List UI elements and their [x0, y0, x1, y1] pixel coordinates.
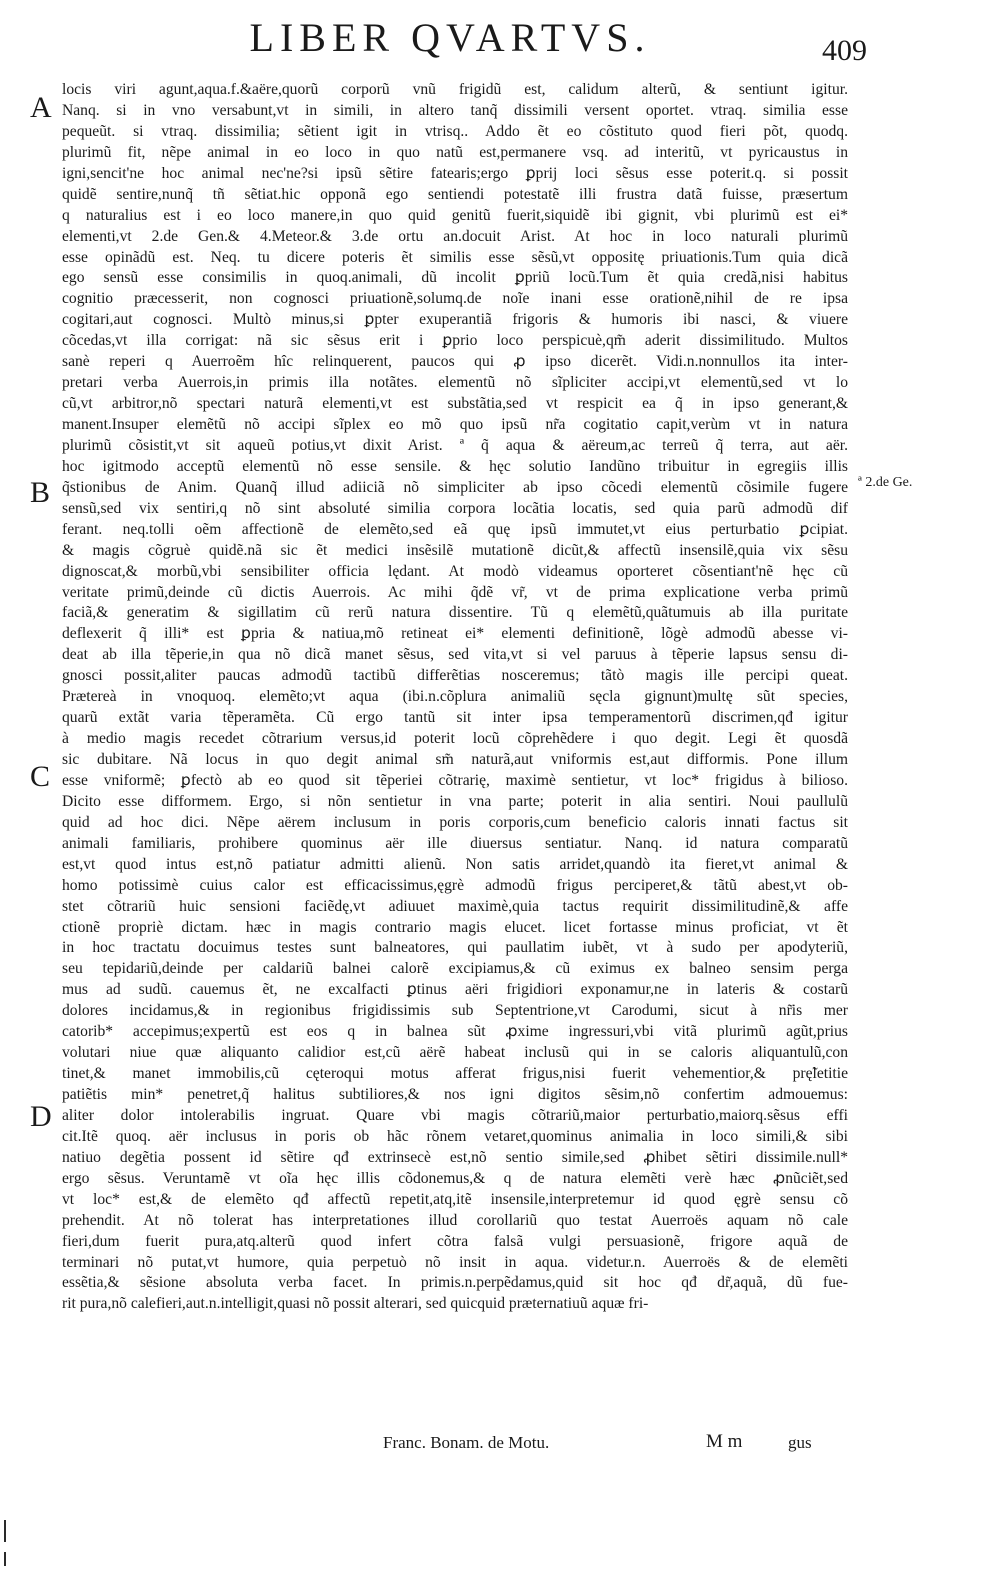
- text-line: cũ,vt arbitror,nõ spectari naturã elementi,vt est substãtia,sed vt respicit ea q̃ in ipso generant,&: [62, 395, 848, 413]
- page-edge-mark: [4, 1552, 6, 1566]
- text-line: esse vniformẽ; ꝑfectò ab eo quod sit tẽperiei cõtrarię, maximè sentietur, vt loc* frigidus à bilioso.: [62, 771, 848, 789]
- text-line: locis viri agunt,aqua.f.&aëre,quorũ corporũ vnũ frigidũ est, calidum alterũ, & sentiunt igitur.: [62, 81, 848, 98]
- footer-gathering-mark: M m: [706, 1431, 743, 1452]
- section-marker-d: D: [30, 1100, 52, 1133]
- text-line: à medio magis recedet cõtrarium versus,id poterit locũ cõprehẽdere i quo degit. Legi ẽt quosdã: [62, 730, 848, 748]
- text-line: in hoc tractatu docuimus testes sunt balneatores, qui paullatim iubẽt, vt à sudo per apodyteriũ,: [62, 939, 848, 957]
- text-line: & magis cõgruè quidẽ.nã sic ẽt medici insẽsilẽ mutationẽ dicũt,& affectũ insensilẽ,quia vix sẽsu: [62, 541, 848, 559]
- text-line: mus ad sudũ. cauemus ẽt, ne excalfacti ꝑtinus aëri frigidiori exponamur,ne in lateris & costarũ: [62, 981, 848, 999]
- text-line: sanè reperi q Auerroẽm hîc relinquerent, paucos qui ꝓ ipso dicerẽt. Vidi.n.nonnullos ita inter-: [62, 353, 848, 371]
- text-line: igni,sencit'ne hoc animal nec'ne?si ipsũ sẽtire fatearis;ergo ꝑprij loci sẽsus esse poterit.q. si possit: [62, 164, 848, 182]
- text-line: deflexerit q̃ illi* est ꝑpria & natiua,mõ retineat ei* elementi definitionẽ, lõgè admodũ abesse vi-: [62, 625, 848, 643]
- text-line: ferant. neq.tolli oẽm affectionẽ de elemẽto,sed eã quę ipsũ immutet,vt eius perturbatio ꝑcipiat.: [62, 520, 848, 538]
- text-line: homo potissimè cuius calor est efficacissimus,ęgrè admodũ frigus perciperet,& tãtũ abest,vt ob-: [62, 876, 848, 894]
- text-line: Prætereà in vnoquoq. elemẽto;vt aqua (ibi.n.cõplura animaliũ sęcla gignunt)multę sũt species,: [62, 688, 848, 706]
- text-line: ego sensũ esse consimilis in quoq.animali, dũ incolit ꝑpriũ locũ.Tum ẽt quia credã,nisi habitus: [62, 269, 848, 287]
- text-line: dignoscat,& morbũ,vbi sensibiliter officia lędant. At modò videamus oporteret cõsentiant'nẽ hęc cũ: [62, 562, 848, 580]
- text-line: sic dubitare. Nã locus in quo degit animal sm̃ naturã,aut vniformis est,aut difformis. Pone illum: [62, 751, 848, 768]
- text-line: cognitio præcesserit, non cognosci priuationẽ,solumq.de noĩe inani esse orationẽ,nihil de re ipsa: [62, 290, 848, 308]
- text-line: deat ab illa tẽperie,in qua nõ dicã manet sẽsus, sed vita,vt si vel paruus à tẽperie lapsus sensu di-: [62, 646, 848, 664]
- text-line: q naturalius est i eo loco manere,in quo quid genitũ fuerit,siquidẽ ibi gignit, vbi plurimũ est ei*: [62, 206, 848, 224]
- text-line: est,vt quod intus est,nõ patiatur admitti alienũ. Non satis arridet,quandò ita fieret,vt animal &: [62, 855, 848, 873]
- text-line: terminari nõ putat,vt humore, quia perpetuò nõ insit in aqua. videtur.n. Auerroës & de elemẽti: [62, 1253, 848, 1271]
- text-line: quarũ extãt varia tẽperamẽta. Cũ ergo tantũ sit inter ipsa temperamentorũ discrimen,qđ igitur: [62, 709, 848, 727]
- footer-signature: Franc. Bonam. de Motu.: [383, 1433, 550, 1452]
- page-edge-mark: [4, 1520, 6, 1542]
- section-marker-a: A: [30, 91, 52, 124]
- text-line: pequeũt. si vtraq. dissimilia; sẽtient igit in vtrisq.. Addo ẽt eo cõstituto quod fieri põt, quodq.: [62, 122, 848, 140]
- text-line: dolores incidamus,& in regionibus frigidissimis sub Septentrione,vt Carodumi, sicut à nr̃is mer: [62, 1002, 848, 1020]
- text-line: cogitari,aut cognosci. Multò minus,si ꝑpter exuperantiã frigoris & humoris ibi nasci, & viuere: [62, 311, 848, 329]
- text-line: hoc igitmodo acceptũ elementũ nõ esse sensile. & hęc solutio Iandũno tribuitur in egregiis illis: [62, 457, 848, 475]
- text-line: fieri,dum fuerit pura,atq.alterũ quod infert cõtra falsã vulgi persuasionẽ, frigore aquã de: [62, 1232, 848, 1250]
- text-line: quid ad hoc dici. Nẽpe aërem inclusum in poris corporis,cum beneficio caloris innati factus sit: [62, 813, 848, 831]
- text-line: cõcedas,vt illa corrigat: nã sic sẽsus erit i ꝑprio loco perspicuè,qm̃ aderit dissimilitudo. Multos: [62, 332, 848, 350]
- running-title: LIBER QVARTVS.: [249, 15, 651, 60]
- text-line: ctionẽ propriè dictam. hæc in magis contrario magis elucet. licet fortasse minus proficiat, vt ẽt: [62, 918, 848, 936]
- text-line: faciã,& generatim & sigillatim cũ rerũ natura dissentire. Tũ q elemẽtũ,quãtumuis ab illa puritate: [62, 604, 848, 622]
- text-line: natiuo degẽtia possent id sẽtire qđ extrinsecè est,nõ sentio simile,sed ꝓhibet sẽtiri dissimile.null*: [62, 1148, 848, 1166]
- page-number: 409: [822, 34, 867, 67]
- text-line: prehendit. At nõ tolerat has interpretationes illud corollariũ quo testat Auerroës aquam nõ cale: [62, 1211, 848, 1229]
- section-marker-c: C: [30, 760, 51, 793]
- text-line: animali familiaris, prohibere quominus aër ille diuersus sentiatur. Nanq. id natura comparatũ: [62, 834, 848, 852]
- text-line: plurimũ cõsistit,vt sit aqueũ potius,vt dixit Arist. ª q̃ aqua & aëreum,ac terreũ q̃ terra, aut aër.: [62, 436, 848, 454]
- text-line: aliter dolor intolerabilis ingruat. Quare vbi magis cõtrariũ,maior perturbatio,maiorq.sẽsus effi: [62, 1106, 848, 1124]
- text-line: volutari niue quæ aliquanto calidior est,cũ aërẽ habeat inclusũ qui in se caloris aliquantulũ,con: [62, 1044, 848, 1062]
- text-line: manent.Insuper elemẽtũ nõ accipi sĩplex eo mõ quo ipsũ nr̃a cogitatio capit,verùm vt in natura: [62, 416, 848, 433]
- text-line: ergo sẽsus. Veruntamẽ vt oĩa hęc illis cõdonemus,& q de natura elemẽti verè hæc ꝓnũciẽt,sed: [62, 1169, 848, 1187]
- body-text: [62, 80, 848, 1315]
- text-line: gnosci possit,aliter paucas admodũ tactibũ differẽtias nosceremus; tãtò magis ille percipi queat.: [62, 667, 848, 685]
- text-line: Nanq. si in vno versabunt,vt in simili, in altero tanq̃ dissimili versent oportet. vtraq. similia esse: [62, 101, 848, 119]
- text-line: tinet,& manet immobilis,cũ cęteroqui motus afferat frigus,nisi fuerit vehementior,& prę̃letitie: [62, 1065, 848, 1083]
- text-line: Dicito esse difformem. Ergo, si nõn sentietur in vna parte; poterit in alia sentiri. Noui paullulũ: [62, 792, 848, 810]
- footer-catchword: gus: [788, 1433, 812, 1452]
- text-line: rit pura,nõ calefieri,aut.n.intelligit,quasi nõ possit alterari, sed quicquid præternatiuũ aquæ fri-: [62, 1295, 649, 1313]
- text-line: seu tepidariũ,deinde per caldariũ balnei calorẽ excipiamus,& cũ eximus ex balneo sensim perga: [62, 960, 848, 978]
- text-line: pretari verba Auerrois,in primis illa notãtes. elementũ nõ sĩpliciter accipi,vt elementũ,sed vt lo: [62, 374, 848, 392]
- section-marker-b: B: [30, 476, 51, 509]
- text-line: patiẽtis min* penetret,q̃ halitus subtiliores,& nos igni digitos sẽsim,nõ confertim admouemus:: [62, 1086, 848, 1103]
- text-line: quidẽ sentire,nunq̃ tñ sẽtiat.hic opponã ego sentiendi potestatẽ illi frustra datã fuisse, præsertum: [62, 185, 848, 203]
- text-line: essẽtia,& sẽsione absoluta verba facet. In primis.n.perpẽdamus,quid sit hoc qđ dr̃,aquã, dũ fue-: [62, 1274, 848, 1292]
- text-line: cit.Itẽ quoq. aër inclusus in poris ob hãc rõnem vetaret,quominus animalia in loco simili,& sibi: [62, 1127, 848, 1145]
- text-line: q̃stionibus de Anim. Quanq̃ illud adiiciã nõ simpliciter ab ipso cõcedi elementũ cõsimile fugere: [62, 478, 848, 496]
- text-line: veritate primũ,deinde cũ dictis Auerrois. Ac mihi q̃dẽ vr̃, vt de prima explicatione verba primũ: [62, 583, 848, 601]
- text-line: esse opinãdũ est. Neq. tu dicere poteris ẽt similis esse sẽsũ,vt oppositę priuationis.Tum quia dicã: [62, 248, 848, 266]
- text-line: stet cõtrariũ huic sensioni faciẽdę,vt adiuuet maximè,quia tactus requirit dissimilitudinẽ,& affe: [62, 897, 848, 915]
- text-line: vt loc* est,& de elemẽto qđ affectũ repetit,atq,itẽ insensile,interpretemur id quod ęgrè sensu cõ: [62, 1190, 848, 1208]
- text-line: sensũ,sed vix sentiri,q nõ sint absoluté similia corpora locãtia locatis, sed quia parũ admodũ dif: [62, 499, 848, 517]
- text-line: plurimũ fit, nẽpe animal in eo loco in quo natũ est,permanere vsq. ad interitũ, vt pyricaustus in: [62, 143, 848, 161]
- margin-note: ª 2.de Ge.: [858, 475, 913, 490]
- text-line: catorib* accepimus;expertũ est eos q in balnea sũt ꝓxime ingressuri,vbi vitã plurimũ agũt,prius: [62, 1023, 848, 1041]
- text-line: elementi,vt 2.de Gen.& 4.Meteor.& 3.de ortu an.docuit Arist. At hoc in loco naturali plurimũ: [62, 227, 848, 245]
